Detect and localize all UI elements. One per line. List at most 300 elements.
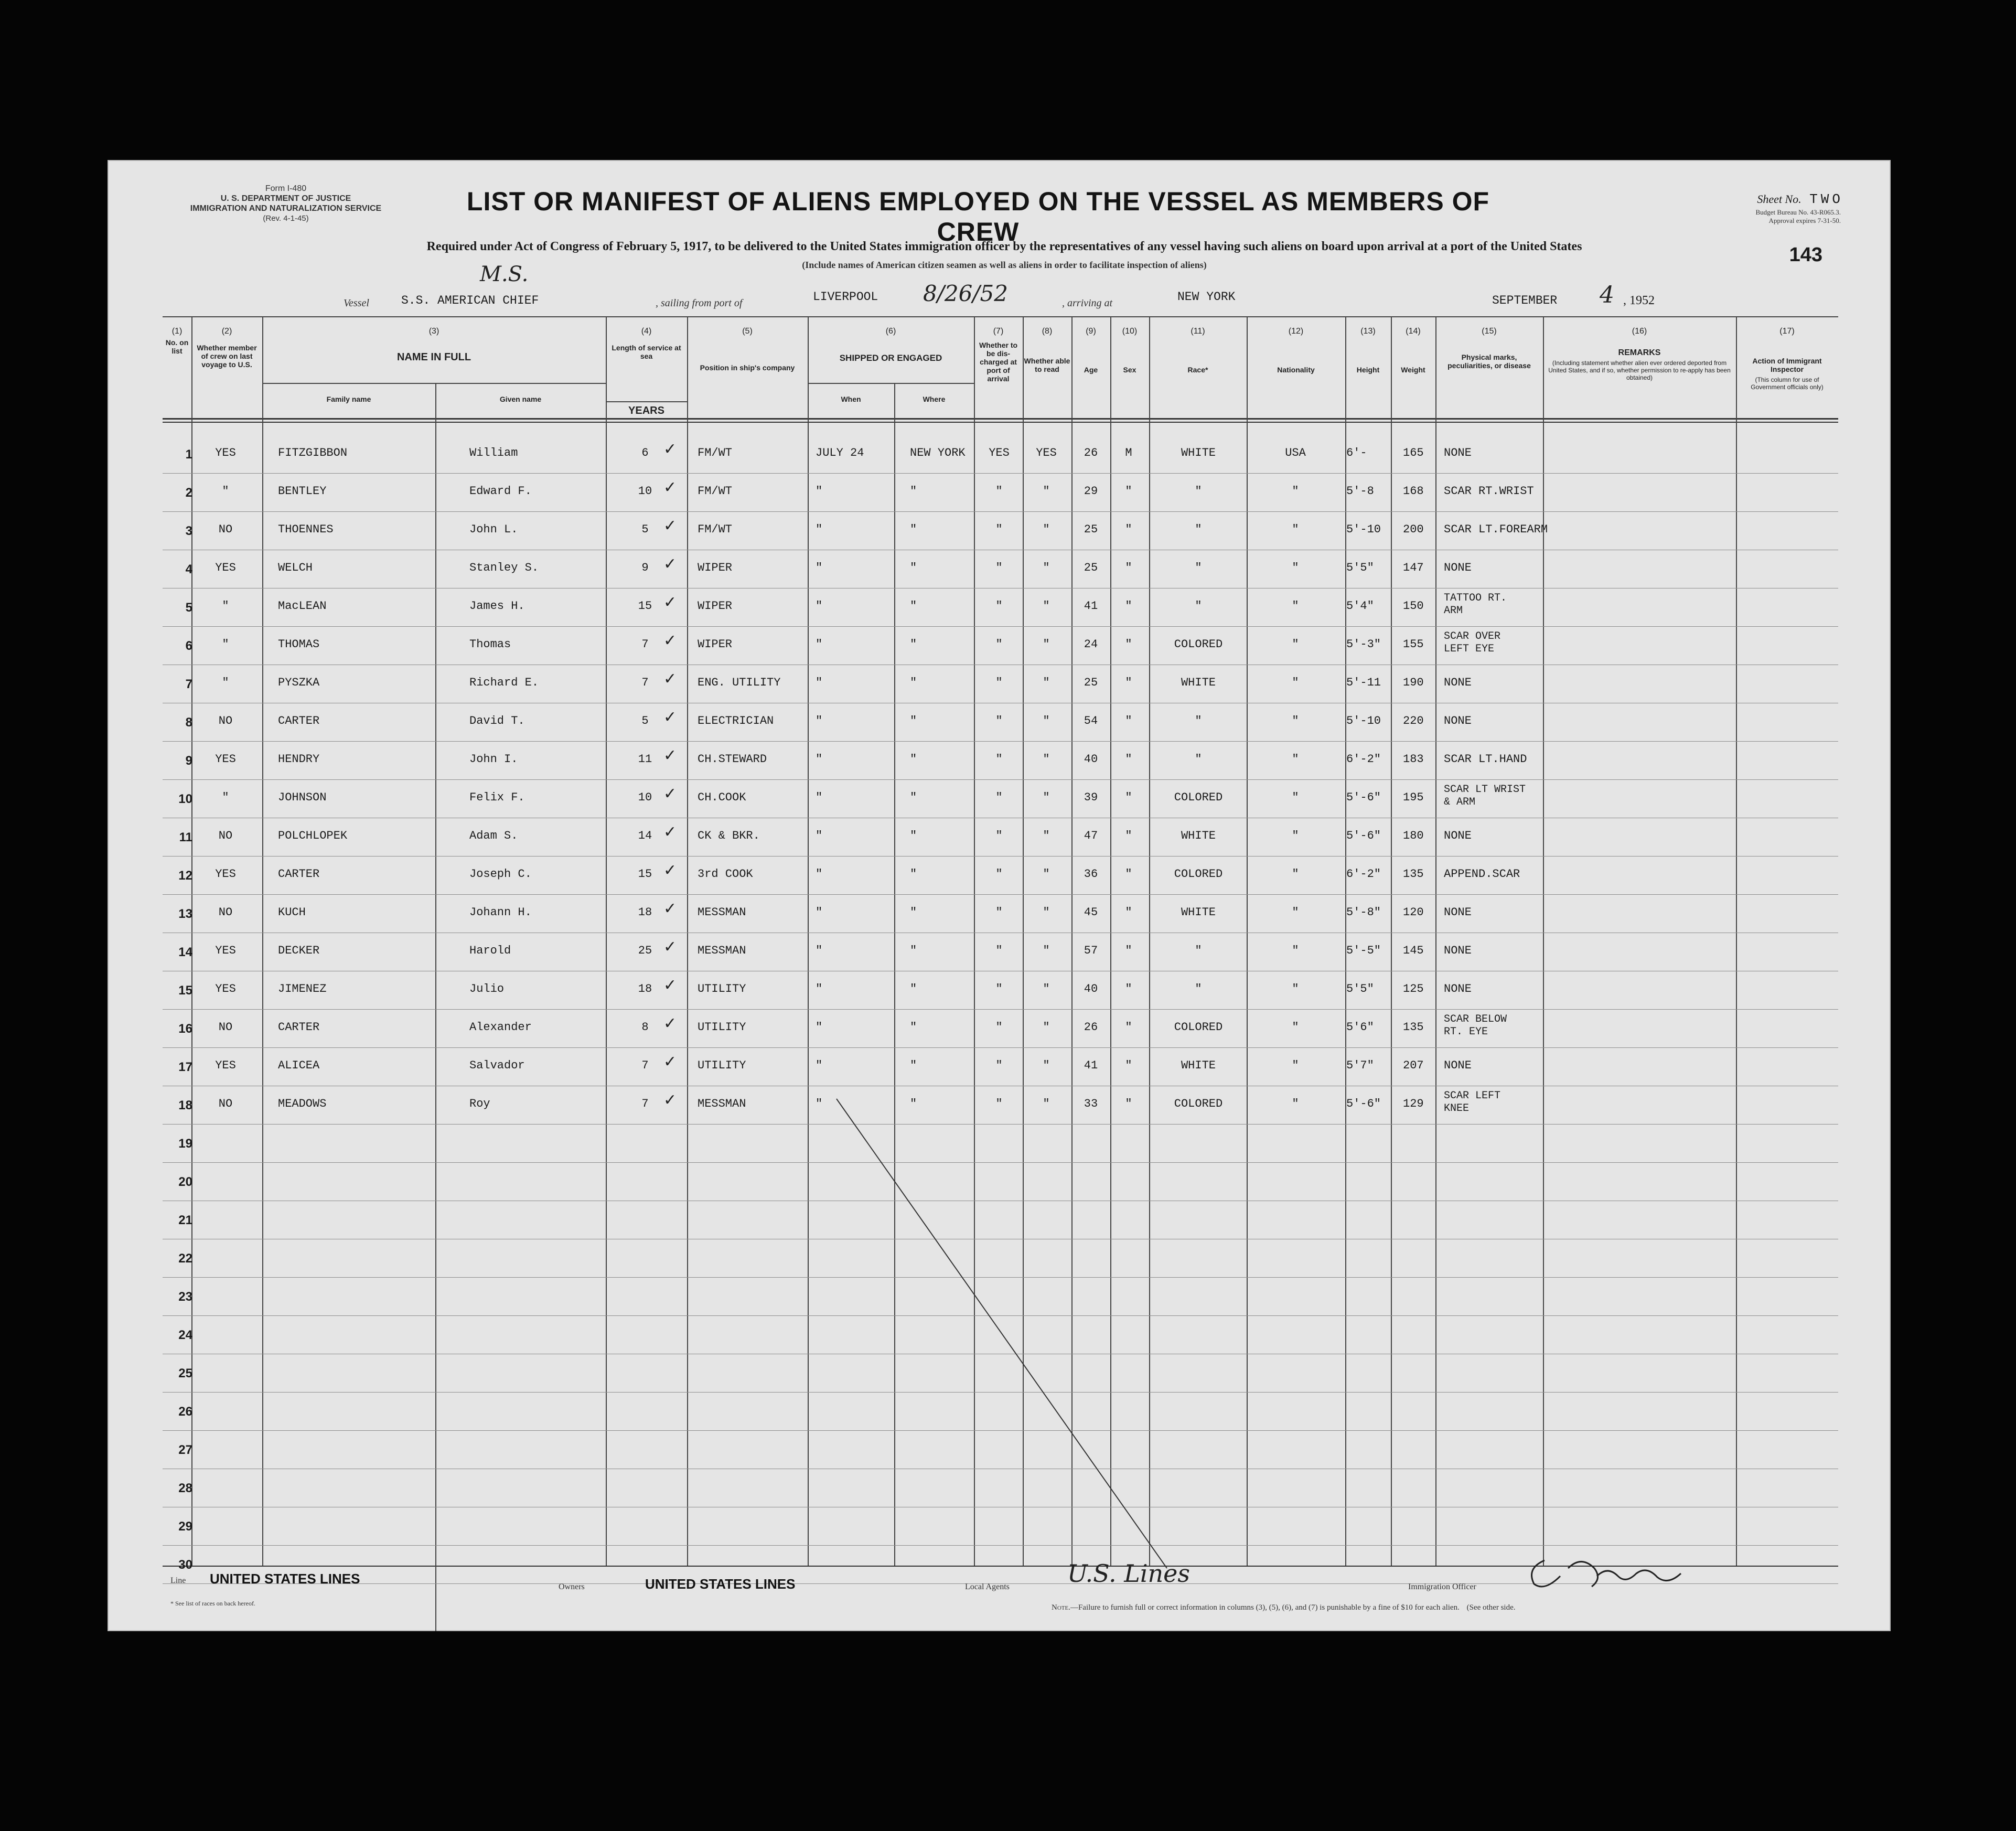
cell-position: ELECTRICIAN — [698, 714, 774, 727]
col-label: REMARKS — [1618, 348, 1661, 357]
col-label: NAME IN FULL — [396, 351, 471, 363]
cell-years: 15 — [638, 868, 652, 881]
cell-nationality: " — [1292, 791, 1299, 804]
cell-read: " — [1043, 638, 1050, 651]
cell-race: " — [1195, 561, 1202, 574]
cell-crew: YES — [215, 868, 236, 881]
row-number: 17 — [178, 1060, 192, 1074]
cell-given: Julio — [469, 982, 505, 995]
col-label: Whether able to read — [1024, 357, 1070, 373]
cell-weight: 155 — [1403, 638, 1424, 651]
cell-when: " — [816, 676, 823, 689]
cell-sex: " — [1125, 1097, 1132, 1110]
cell-family: HENDRY — [278, 753, 320, 766]
col-num: (4) — [641, 327, 652, 336]
cell-race: COLORED — [1174, 1097, 1223, 1110]
cell-where: NEW YORK — [910, 446, 966, 459]
cell-where: " — [910, 1021, 917, 1034]
row-number: 1 — [185, 447, 192, 462]
cell-race: " — [1195, 982, 1202, 995]
row-number: 13 — [178, 907, 192, 921]
row-number: 19 — [178, 1137, 192, 1151]
cell-crew: " — [222, 638, 229, 651]
cell-given: Salvador — [469, 1059, 525, 1072]
cell-when: " — [816, 829, 823, 842]
form-revision: (Rev. 4-1-45) — [263, 214, 309, 223]
cell-weight: 220 — [1403, 714, 1424, 727]
cell-where: " — [910, 561, 917, 574]
row-number: 12 — [178, 869, 192, 883]
col-num: (3) — [428, 327, 439, 336]
cell-age: 40 — [1084, 982, 1098, 995]
col-num: (11) — [1191, 327, 1205, 336]
cell-family: JIMENEZ — [278, 982, 327, 995]
cell-when: " — [816, 1059, 823, 1072]
cell-years: 18 — [638, 906, 652, 919]
cell-nationality: " — [1292, 982, 1299, 995]
vessel-handwritten: M.S. — [480, 262, 529, 286]
cell-weight: 120 — [1403, 906, 1424, 919]
cell-when: JULY 24 — [816, 446, 864, 459]
cell-position: FM/WT — [698, 485, 733, 498]
cell-discharged: " — [995, 485, 1003, 498]
check-mark-icon: ✓ — [663, 517, 677, 535]
row-number: 3 — [185, 524, 192, 538]
cell-family: BENTLEY — [278, 485, 327, 498]
cell-marks: NONE — [1444, 714, 1472, 727]
arrival-day: 4 — [1600, 282, 1614, 308]
row-number: 29 — [178, 1519, 192, 1534]
col-num: (15) — [1482, 327, 1497, 336]
cell-marks: SCAR LT.FOREARM — [1444, 523, 1548, 536]
cell-crew: NO — [218, 829, 233, 842]
cell-race: WHITE — [1181, 906, 1216, 919]
col-note: (This column for use of Government officials only) — [1751, 376, 1824, 391]
cell-where: " — [910, 829, 917, 842]
cell-weight: 190 — [1403, 676, 1424, 689]
cell-years: 6 — [641, 446, 649, 459]
cell-when: " — [816, 906, 823, 919]
col-num: (1) — [171, 327, 183, 336]
cell-weight: 200 — [1403, 523, 1424, 536]
cell-position: FM/WT — [698, 523, 733, 536]
cell-race: COLORED — [1174, 638, 1223, 651]
sailing-date-handwritten: 8/26/52 — [923, 281, 1008, 306]
cell-marks: NONE — [1444, 982, 1472, 995]
cell-given: John I. — [469, 753, 518, 766]
cell-years: 7 — [641, 1097, 649, 1110]
cell-read: YES — [1036, 446, 1057, 459]
cell-marks: NONE — [1444, 676, 1472, 689]
cell-height: 5'-10 — [1346, 523, 1381, 536]
cell-where: " — [910, 944, 917, 957]
col-label: Whether to be dis-charged at port of arrival — [979, 341, 1018, 383]
note-text: —Failure to furnish full or correct information in columns (3), (5), (6), and (7) is punishable by a fine of $10 for each alien. — [1070, 1603, 1460, 1612]
cell-crew: YES — [215, 446, 236, 459]
cell-family: THOMAS — [278, 638, 320, 651]
cell-marks: NONE — [1444, 906, 1472, 919]
col-label: Position in ship's company — [700, 363, 795, 372]
cell-family: MEADOWS — [278, 1097, 327, 1110]
cell-weight: 145 — [1403, 944, 1424, 957]
cell-marks: NONE — [1444, 561, 1472, 574]
col-sublabel: Family name — [326, 395, 371, 403]
officer-label: Immigration Officer — [1408, 1582, 1476, 1591]
cell-height: 5'-8" — [1346, 906, 1381, 919]
col-label: Sex — [1123, 366, 1136, 374]
cell-marks: SCAR BELOW RT. EYE — [1444, 1013, 1507, 1038]
cell-race: " — [1195, 753, 1202, 766]
cell-when: " — [816, 944, 823, 957]
cell-height: 5'-6" — [1346, 1097, 1381, 1110]
cell-nationality: " — [1292, 485, 1299, 498]
cell-age: 57 — [1084, 944, 1098, 957]
cell-nationality: " — [1292, 829, 1299, 842]
cell-read: " — [1043, 829, 1050, 842]
cell-weight: 135 — [1403, 1021, 1424, 1034]
check-mark-icon: ✓ — [663, 1053, 677, 1071]
cell-sex: " — [1125, 714, 1132, 727]
cell-read: " — [1043, 1021, 1050, 1034]
cell-years: 10 — [638, 485, 652, 498]
cell-given: William — [469, 446, 518, 459]
row-number: 23 — [178, 1290, 192, 1304]
cell-read: " — [1043, 753, 1050, 766]
cell-discharged: " — [995, 561, 1003, 574]
cell-sex: " — [1125, 868, 1132, 881]
cancel-line — [108, 160, 1891, 1631]
cell-position: MESSMAN — [698, 906, 746, 919]
cell-sex: " — [1125, 829, 1132, 842]
cell-crew: NO — [218, 1021, 233, 1034]
cell-age: 41 — [1084, 1059, 1098, 1072]
col-sublabel: Where — [923, 395, 946, 403]
cell-discharged: " — [995, 753, 1003, 766]
cell-weight: 195 — [1403, 791, 1424, 804]
cell-marks: NONE — [1444, 446, 1472, 459]
cell-sex: " — [1125, 561, 1132, 574]
cell-weight: 147 — [1403, 561, 1424, 574]
check-mark-icon: ✓ — [663, 1014, 677, 1033]
cell-years: 11 — [638, 753, 652, 766]
cell-read: " — [1043, 944, 1050, 957]
col-num: (8) — [1042, 327, 1053, 336]
cell-years: 25 — [638, 944, 652, 957]
cell-years: 5 — [641, 523, 649, 536]
cell-crew: NO — [218, 714, 233, 727]
cell-sex: " — [1125, 1021, 1132, 1034]
cell-discharged: " — [995, 676, 1003, 689]
cell-where: " — [910, 638, 917, 651]
cell-age: 24 — [1084, 638, 1098, 651]
owners-value: UNITED STATES LINES — [645, 1576, 796, 1592]
cell-marks: SCAR LEFT KNEE — [1444, 1090, 1501, 1115]
cell-weight: 135 — [1403, 868, 1424, 881]
budget-line: Budget Bureau No. 43-R065.3. — [1755, 208, 1841, 216]
cell-crew: YES — [215, 982, 236, 995]
cell-weight: 180 — [1403, 829, 1424, 842]
sheet-label: Sheet No. — [1757, 192, 1801, 206]
cell-nationality: " — [1292, 944, 1299, 957]
cell-nationality: " — [1292, 676, 1299, 689]
cell-age: 54 — [1084, 714, 1098, 727]
cell-height: 5'-11 — [1346, 676, 1381, 689]
cell-nationality: " — [1292, 906, 1299, 919]
cell-given: Roy — [469, 1097, 490, 1110]
cell-height: 6'-2" — [1346, 753, 1381, 766]
cell-where: " — [910, 485, 917, 498]
races-note: * See list of races on back hereof. — [170, 1600, 255, 1607]
cell-discharged: " — [995, 944, 1003, 957]
cell-marks: SCAR LT.HAND — [1444, 753, 1527, 766]
cell-where: " — [910, 791, 917, 804]
check-mark-icon: ✓ — [663, 593, 677, 612]
cell-position: ENG. UTILITY — [698, 676, 781, 689]
vessel-value: S.S. AMERICAN CHIEF — [401, 294, 539, 307]
check-mark-icon: ✓ — [663, 746, 677, 765]
cell-crew: " — [222, 791, 229, 804]
cell-nationality: " — [1292, 1059, 1299, 1072]
cell-discharged: " — [995, 1097, 1003, 1110]
cell-family: POLCHLOPEK — [278, 829, 348, 842]
col-num: (14) — [1406, 327, 1421, 336]
cell-sex: " — [1125, 676, 1132, 689]
cell-years: 10 — [638, 791, 652, 804]
agents-signature: U.S. Lines — [1067, 1559, 1190, 1588]
cell-nationality: USA — [1285, 446, 1306, 459]
cell-race: " — [1195, 944, 1202, 957]
cell-family: THOENNES — [278, 523, 334, 536]
cell-age: 36 — [1084, 868, 1098, 881]
include-note: (Include names of American citizen seamen as well as aliens in order to facilitate inspection of aliens) — [802, 260, 1207, 270]
cell-read: " — [1043, 982, 1050, 995]
col-num: (12) — [1288, 327, 1304, 336]
cell-discharged: " — [995, 523, 1003, 536]
row-number: 30 — [178, 1558, 192, 1572]
cell-race: WHITE — [1181, 829, 1216, 842]
line-value: UNITED STATES LINES — [210, 1571, 360, 1587]
cell-age: 25 — [1084, 561, 1098, 574]
cell-given: Joseph C. — [469, 868, 532, 881]
cell-sex: " — [1125, 982, 1132, 995]
col-label: Weight — [1401, 366, 1425, 374]
vessel-label: Vessel — [344, 297, 369, 309]
row-number: 15 — [178, 983, 192, 998]
cell-given: John L. — [469, 523, 518, 536]
col-num: (7) — [993, 327, 1004, 336]
cell-nationality: " — [1292, 753, 1299, 766]
cell-given: Edward F. — [469, 485, 532, 498]
cell-years: 7 — [641, 676, 649, 689]
cell-age: 47 — [1084, 829, 1098, 842]
cell-height: 5'-8 — [1346, 485, 1374, 498]
cell-height: 6'- — [1346, 446, 1367, 459]
cell-position: FM/WT — [698, 446, 733, 459]
cell-crew: YES — [215, 1059, 236, 1072]
cell-read: " — [1043, 714, 1050, 727]
cell-nationality: " — [1292, 599, 1299, 613]
cell-height: 5'5" — [1346, 561, 1374, 574]
col-label: Length of service at sea — [612, 344, 681, 360]
cell-race: " — [1195, 485, 1202, 498]
cell-race: " — [1195, 523, 1202, 536]
cell-marks: SCAR LT WRIST & ARM — [1444, 784, 1526, 808]
cell-marks: APPEND.SCAR — [1444, 868, 1520, 881]
check-mark-icon: ✓ — [663, 938, 677, 956]
cell-weight: 125 — [1403, 982, 1424, 995]
col-num: (9) — [1086, 327, 1096, 336]
cell-crew: NO — [218, 523, 233, 536]
cell-family: CARTER — [278, 868, 320, 881]
cell-given: James H. — [469, 599, 525, 613]
cell-where: " — [910, 868, 917, 881]
cell-discharged: " — [995, 714, 1003, 727]
col-sublabel: YEARS — [628, 405, 664, 416]
cell-family: CARTER — [278, 714, 320, 727]
cell-race: " — [1195, 714, 1202, 727]
sailing-label: , sailing from port of — [656, 297, 743, 309]
cell-discharged: YES — [989, 446, 1010, 459]
row-number: 6 — [185, 639, 192, 653]
row-number: 9 — [185, 754, 192, 768]
cell-position: WIPER — [698, 561, 733, 574]
cell-age: 39 — [1084, 791, 1098, 804]
col-note: (Including statement whether alien ever ordered deported from United States, and if so, whether permission to re-apply has been obtained) — [1548, 359, 1731, 381]
cell-given: Adam S. — [469, 829, 518, 842]
cell-where: " — [910, 982, 917, 995]
col-num: (2) — [221, 327, 232, 336]
cell-given: Alexander — [469, 1021, 532, 1034]
cell-when: " — [816, 485, 823, 498]
cell-discharged: " — [995, 906, 1003, 919]
cell-years: 15 — [638, 599, 652, 613]
cell-position: WIPER — [698, 638, 733, 651]
row-number: 26 — [178, 1405, 192, 1419]
cell-years: 18 — [638, 982, 652, 995]
cell-height: 5'-6" — [1346, 829, 1381, 842]
cell-nationality: " — [1292, 868, 1299, 881]
cell-where: " — [910, 523, 917, 536]
cell-when: " — [816, 982, 823, 995]
cell-given: Felix F. — [469, 791, 525, 804]
check-mark-icon: ✓ — [663, 478, 677, 497]
cell-read: " — [1043, 523, 1050, 536]
cell-when: " — [816, 523, 823, 536]
cell-height: 5'-3" — [1346, 638, 1381, 651]
check-mark-icon: ✓ — [663, 708, 677, 726]
col-sublabel: Given name — [499, 395, 542, 403]
cell-race: WHITE — [1181, 446, 1216, 459]
check-mark-icon: ✓ — [663, 631, 677, 650]
cell-crew: YES — [215, 944, 236, 957]
cell-crew: YES — [215, 753, 236, 766]
cell-where: " — [910, 753, 917, 766]
cell-position: CK & BKR. — [698, 829, 760, 842]
cell-position: 3rd COOK — [698, 868, 753, 881]
row-number: 25 — [178, 1366, 192, 1380]
cell-sex: " — [1125, 638, 1132, 651]
cell-sex: " — [1125, 944, 1132, 957]
cell-height: 5'4" — [1346, 599, 1374, 613]
cell-nationality: " — [1292, 638, 1299, 651]
cell-read: " — [1043, 599, 1050, 613]
cell-discharged: " — [995, 638, 1003, 651]
cell-position: UTILITY — [698, 982, 746, 995]
form-department: U. S. DEPARTMENT OF JUSTICE — [220, 194, 351, 203]
cell-when: " — [816, 561, 823, 574]
cell-when: " — [816, 868, 823, 881]
cell-weight: 150 — [1403, 599, 1424, 613]
row-number: 24 — [178, 1328, 192, 1342]
cell-crew: NO — [218, 906, 233, 919]
cell-nationality: " — [1292, 561, 1299, 574]
cell-weight: 165 — [1403, 446, 1424, 459]
stamp-number: 143 — [1789, 244, 1822, 266]
col-num: (6) — [885, 327, 896, 336]
row-number: 2 — [185, 486, 192, 500]
cell-height: 5'6" — [1346, 1021, 1374, 1034]
cell-position: MESSMAN — [698, 1097, 746, 1110]
cell-read: " — [1043, 485, 1050, 498]
cell-discharged: " — [995, 599, 1003, 613]
cell-read: " — [1043, 1059, 1050, 1072]
cell-crew: NO — [218, 1097, 233, 1110]
cell-when: " — [816, 1021, 823, 1034]
cell-family: DECKER — [278, 944, 320, 957]
cell-weight: 207 — [1403, 1059, 1424, 1072]
check-mark-icon: ✓ — [663, 861, 677, 880]
row-number: 11 — [179, 830, 192, 844]
cell-position: UTILITY — [698, 1059, 746, 1072]
cell-position: UTILITY — [698, 1021, 746, 1034]
line-label: Line — [170, 1576, 186, 1585]
cell-marks: SCAR RT.WRIST — [1444, 485, 1534, 498]
see-other-side: (See other side. — [1466, 1603, 1516, 1612]
check-mark-icon: ✓ — [663, 555, 677, 573]
check-mark-icon: ✓ — [663, 785, 677, 803]
cell-discharged: " — [995, 1059, 1003, 1072]
cell-crew: " — [222, 485, 229, 498]
cell-years: 7 — [641, 1059, 649, 1072]
cell-given: Richard E. — [469, 676, 539, 689]
cell-given: David T. — [469, 714, 525, 727]
col-num: (17) — [1779, 327, 1795, 336]
cell-family: ALICEA — [278, 1059, 320, 1072]
cell-marks: NONE — [1444, 1059, 1472, 1072]
cell-age: 45 — [1084, 906, 1098, 919]
cell-crew: " — [222, 676, 229, 689]
cell-years: 14 — [638, 829, 652, 842]
row-number: 7 — [185, 677, 192, 691]
col-label: No. on list — [165, 338, 189, 355]
cell-sex: " — [1125, 1059, 1132, 1072]
row-number: 20 — [178, 1175, 192, 1189]
cell-position: WIPER — [698, 599, 733, 613]
cell-height: 5'-5" — [1346, 944, 1381, 957]
cell-age: 25 — [1084, 676, 1098, 689]
document-title: LIST OR MANIFEST OF ALIENS EMPLOYED ON THE VESSEL AS MEMBERS OF CREW — [466, 187, 1490, 247]
cell-marks: TATTOO RT. ARM — [1444, 592, 1507, 617]
officer-signature — [1524, 1545, 1697, 1594]
cell-family: WELCH — [278, 561, 313, 574]
cell-family: JOHNSON — [278, 791, 327, 804]
cell-marks: NONE — [1444, 829, 1472, 842]
cell-when: " — [816, 791, 823, 804]
cell-sex: " — [1125, 791, 1132, 804]
arriving-label: , arriving at — [1062, 297, 1113, 309]
cell-age: 26 — [1084, 1021, 1098, 1034]
row-number: 18 — [178, 1098, 192, 1112]
